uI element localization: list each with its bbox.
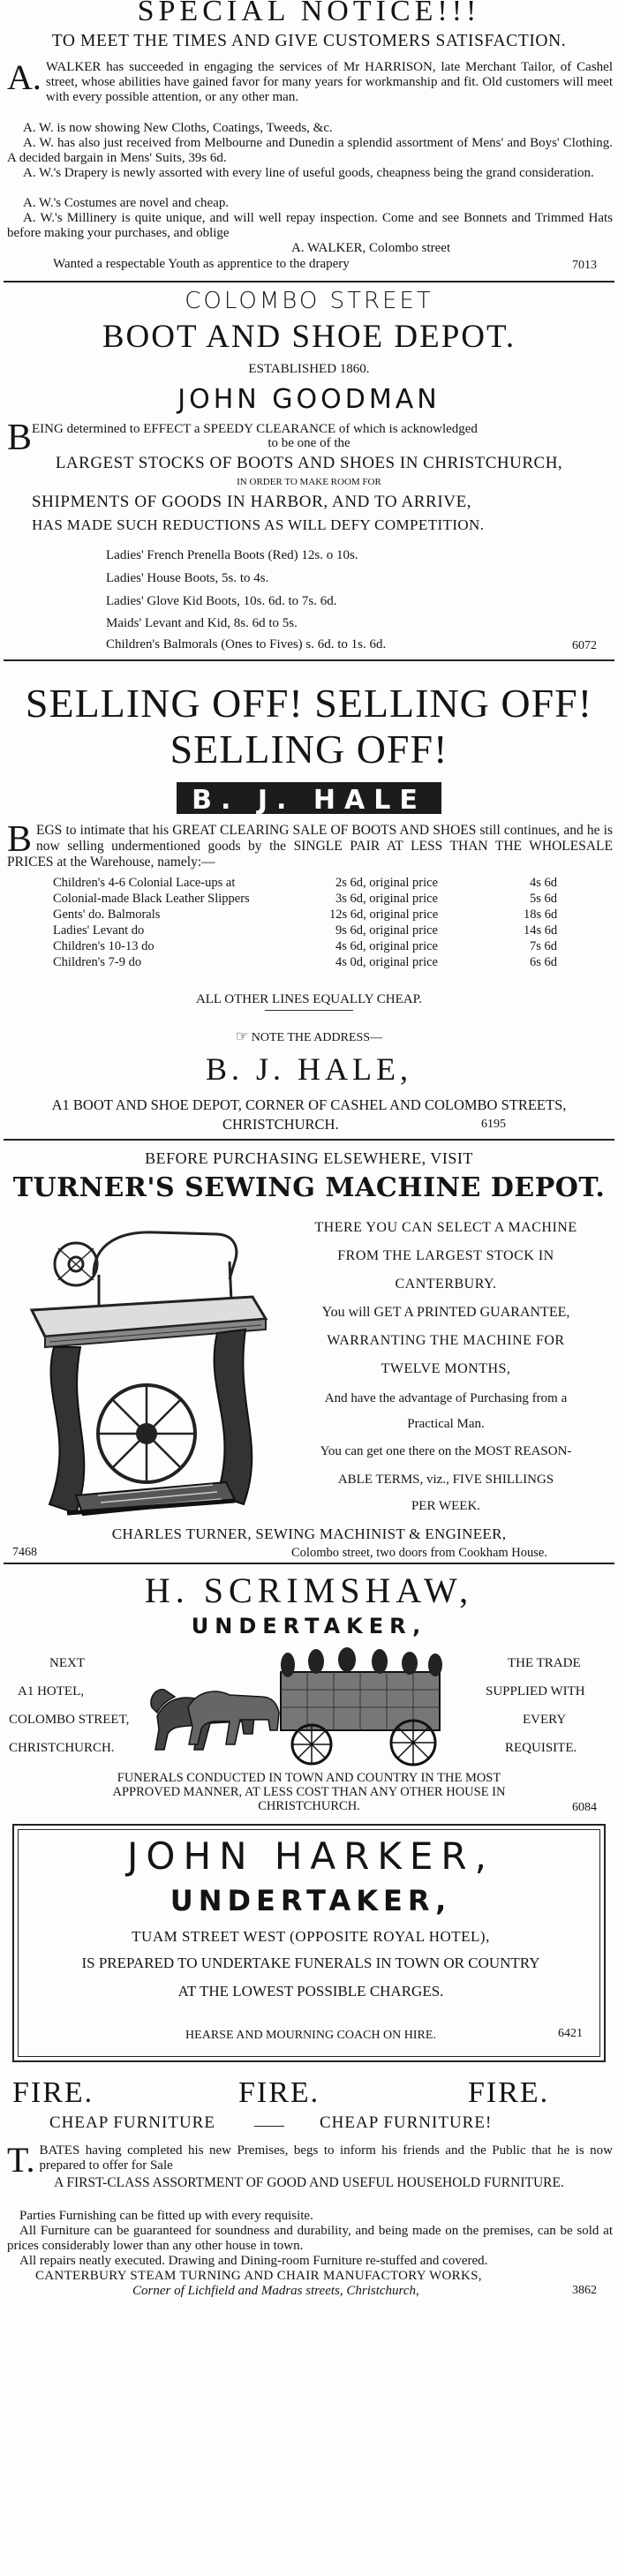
ad3-row4-price: 4s 6d, original price bbox=[335, 939, 438, 953]
ad5-name: H. SCRIMSHAW, bbox=[144, 1570, 474, 1610]
advert-hale bbox=[0, 664, 618, 1209]
ad3-row3-orig: 14s 6d bbox=[524, 923, 558, 938]
table-row bbox=[53, 876, 609, 892]
ad3-row5-item: Children's 7-9 do bbox=[53, 955, 142, 969]
ad2-intro2: to be one of the bbox=[268, 436, 350, 450]
ad3-row1-item: Colonial-made Black Leather Slippers bbox=[53, 892, 250, 906]
ad3-name: B. J. HALE, bbox=[206, 1051, 412, 1087]
ad4-footer: CHARLES TURNER, SEWING MACHINIST & ENGINEER, bbox=[111, 1525, 507, 1542]
ad4-before: BEFORE PURCHASING ELSEWHERE, VISIT bbox=[145, 1149, 473, 1167]
ad2-street: COLOMBO STREET bbox=[185, 288, 433, 314]
ad3-note bbox=[0, 1028, 618, 1045]
ad1-line3: A. W. has also just received from Melbourne and Dunedin a splendid assortment of Mens' and Boys' Clothing. A decided bargain in Mens' Suits, 39s 6d. bbox=[7, 136, 613, 165]
ad3-headline2: SELLING OFF! bbox=[170, 727, 448, 772]
ad6-charges: AT THE LOWEST POSSIBLE CHARGES. bbox=[177, 1983, 444, 2000]
ad4-line-2: CANTERBURY. bbox=[395, 1277, 497, 1292]
ad3-row0-item: Children's 4-6 Colonial Lace-ups at bbox=[53, 876, 236, 890]
ad3-row3-item: Ladies' Levant do bbox=[53, 923, 145, 938]
ad3-row1-price: 3s 6d, original price bbox=[335, 892, 438, 906]
divider bbox=[4, 281, 614, 282]
ad5-number: 6084 bbox=[572, 1801, 597, 1814]
ad5-left-1: A1 HOTEL, bbox=[18, 1684, 84, 1699]
ad3-banner bbox=[177, 782, 441, 814]
ad6-name: JOHN HARKER, bbox=[127, 1834, 494, 1878]
ad6-number: 6421 bbox=[558, 2027, 583, 2040]
pointing-hand-icon: ☞ bbox=[235, 1029, 249, 1044]
ad5-left-0: NEXT bbox=[49, 1656, 85, 1670]
ad4-line-1: FROM THE LARGEST STOCK IN bbox=[337, 1248, 554, 1263]
ad3-row2-orig: 18s 6d bbox=[524, 908, 558, 922]
ad3-separator bbox=[265, 1010, 353, 1011]
ad5-funerals1: FUNERALS CONDUCTED IN TOWN AND COUNTRY IN THE MOST bbox=[117, 1771, 501, 1785]
ad5-left-2: COLOMBO STREET, bbox=[9, 1713, 130, 1727]
ad6-prepared: IS PREPARED TO UNDERTAKE FUNERALS IN TOWN OR COUNTRY bbox=[81, 1955, 540, 1971]
table-row bbox=[53, 908, 609, 923]
divider bbox=[4, 1563, 614, 1564]
advert-walker bbox=[0, 0, 618, 281]
ad7-body1-block bbox=[7, 2140, 613, 2180]
ad2-item-3: Maids' Levant and Kid, 8s. 6d to 5s. bbox=[106, 616, 298, 630]
table-row bbox=[53, 923, 609, 939]
ad5-right-1: SUPPLIED WITH bbox=[486, 1684, 585, 1699]
ad7-cheap2: CHEAP FURNITURE! bbox=[320, 2113, 493, 2132]
ad1-line5: A. W.'s Costumes are novel and cheap. bbox=[23, 196, 230, 210]
ad4-line-9: ABLE TERMS, viz., FIVE SHILLINGS bbox=[337, 1473, 554, 1487]
ad3-headline1: SELLING OFF! SELLING OFF! bbox=[25, 681, 593, 726]
ad1-headline: SPECIAL NOTICE!!! bbox=[137, 0, 481, 27]
ad7-number: 3862 bbox=[572, 2284, 597, 2297]
ad2-reductions: HAS MADE SUCH REDUCTIONS AS WILL DEFY COMPETITION. bbox=[32, 516, 485, 533]
ad1-body bbox=[7, 57, 613, 105]
ad4-address: Colombo street, two doors from Cookham House. bbox=[291, 1546, 547, 1560]
ad6-address: TUAM STREET WEST (OPPOSITE ROYAL HOTEL), bbox=[132, 1928, 490, 1945]
ad4-title: TURNER'S SEWING MACHINE DEPOT. bbox=[12, 1172, 606, 1203]
ad1-line4: A. W.'s Drapery is newly assorted with every line of useful goods, cheapness being the grand consideration. bbox=[23, 166, 594, 180]
ad7-dropcap: T. bbox=[7, 2140, 35, 2180]
ad7-body4: All Furniture can be guaranteed for soundness and durability, and being made on the premises, can be sold at prices considerably lower than any other house in town. bbox=[7, 2224, 613, 2253]
divider bbox=[4, 1139, 614, 1141]
ad3-row0-price: 2s 6d, original price bbox=[335, 876, 438, 890]
ad4-line-10: PER WEEK. bbox=[411, 1499, 481, 1513]
ad2-shipments: SHIPMENTS OF GOODS IN HARBOR, AND TO ARRIVE, bbox=[32, 493, 472, 511]
ad3-row4-item: Children's 10-13 do bbox=[53, 939, 154, 953]
ad4-line-5: TWELVE MONTHS, bbox=[381, 1361, 511, 1376]
ad4-line-6: And have the advantage of Purchasing from a bbox=[324, 1391, 568, 1405]
table-row bbox=[53, 955, 609, 971]
ad2-intro1: EING determined to EFFECT a SPEEDY CLEARANCE of which is acknowledged bbox=[32, 422, 478, 436]
ad2-item-0: Ladies' French Prenella Boots (Red) 12s. o 10s. bbox=[106, 548, 358, 562]
ad5-right-2: EVERY bbox=[523, 1713, 567, 1727]
ad2-order: IN ORDER TO MAKE ROOM FOR bbox=[237, 477, 381, 487]
advert-scrimshaw bbox=[0, 1566, 618, 1820]
divider bbox=[4, 659, 614, 661]
ad3-note-text: NOTE THE ADDRESS— bbox=[251, 1031, 383, 1044]
ad7-works: CANTERBURY STEAM TURNING AND CHAIR MANUFACTORY WORKS, bbox=[35, 2269, 482, 2283]
ad3-row1-orig: 5s 6d bbox=[530, 892, 558, 906]
ad1-number: 7013 bbox=[572, 259, 597, 272]
ad3-row0-orig: 4s 6d bbox=[530, 876, 558, 890]
ad7-fire-2: FIRE. bbox=[468, 2076, 550, 2109]
advert-turner bbox=[0, 1144, 618, 1594]
ad4-line-7: Practical Man. bbox=[407, 1417, 485, 1431]
ad6-title: UNDERTAKER, bbox=[170, 1884, 452, 1917]
ad7-cheap1: CHEAP FURNITURE bbox=[49, 2113, 215, 2132]
ad7-body2: A FIRST-CLASS ASSORTMENT OF GOOD AND USEFUL HOUSEHOLD FURNITURE. bbox=[54, 2175, 564, 2190]
ad3-intro-block bbox=[7, 819, 613, 870]
ad5-funerals3: CHRISTCHURCH. bbox=[258, 1799, 360, 1813]
ad5-title: UNDERTAKER, bbox=[191, 1614, 427, 1638]
ad3-row2-item: Gents' do. Balmorals bbox=[53, 908, 161, 922]
ad1-signature: A. WALKER, Colombo street bbox=[291, 241, 451, 255]
ad2-item-4: Children's Balmorals (Ones to Fives) s. 6d. to 1s. 6d. bbox=[106, 637, 387, 652]
ad2-title: BOOT AND SHOE DEPOT. bbox=[102, 319, 516, 355]
ad3-row4-orig: 7s 6d bbox=[530, 939, 558, 953]
ad4-line-4: WARRANTING THE MACHINE FOR bbox=[327, 1333, 565, 1348]
ad2-number: 6072 bbox=[572, 639, 597, 652]
ad2-dropcap: B bbox=[7, 418, 33, 458]
ad3-address2: CHRISTCHURCH. bbox=[222, 1116, 339, 1133]
ad2-established: ESTABLISHED 1860. bbox=[248, 362, 370, 376]
ad3-row2-price: 12s 6d, original price bbox=[329, 908, 439, 922]
ad6-hearse: HEARSE AND MOURNING COACH ON HIRE. bbox=[185, 2029, 436, 2042]
ad4-line-8: You can get one there on the MOST REASON- bbox=[320, 1444, 572, 1458]
ad7-body5: All repairs neatly executed. Drawing and Dining-room Furniture re-stuffed and covered. bbox=[19, 2254, 488, 2268]
ad7-dash bbox=[254, 2126, 284, 2127]
ad3-intro: EGS to intimate that his GREAT CLEARING SALE OF BOOTS AND SHOES still continues, and he is now selling undermentioned goods by the SINGLE PAIR AT LESS THAN THE WHOLESALE PRICES at the Warehouse, namely:— bbox=[7, 823, 613, 870]
ad2-item-1: Ladies' House Boots, 5s. to 4s. bbox=[106, 571, 269, 585]
ad3-row5-price: 4s 0d, original price bbox=[335, 955, 438, 969]
ad2-item-2: Ladies' Glove Kid Boots, 10s. 6d. to 7s. 6d. bbox=[106, 594, 337, 608]
ad3-other: ALL OTHER LINES EQUALLY CHEAP. bbox=[195, 992, 423, 1006]
ad3-banner-text: B. J. HALE bbox=[192, 785, 426, 816]
ad7-body1: BATES having completed his new Premises, begs to inform his friends and the Public that he is now prepared to offer for Sale bbox=[39, 2143, 613, 2173]
ad4-number: 7468 bbox=[12, 1546, 37, 1559]
ad7-fire-1: FIRE. bbox=[238, 2076, 320, 2109]
ad5-left-3: CHRISTCHURCH. bbox=[9, 1741, 115, 1755]
ad5-funerals2: APPROVED MANNER, AT LESS COST THAN ANY OTHER HOUSE IN bbox=[112, 1785, 506, 1799]
advert-bates bbox=[0, 2071, 618, 2576]
ad2-name: JOHN GOODMAN bbox=[177, 384, 441, 415]
ad5-right-0: THE TRADE bbox=[508, 1656, 581, 1670]
advert-goodman-cont bbox=[0, 484, 618, 689]
ad3-number: 6195 bbox=[481, 1118, 506, 1131]
ad3-dropcap: B bbox=[7, 819, 33, 860]
ad5-right-3: REQUISITE. bbox=[505, 1741, 577, 1755]
ad1-dropcap: A. bbox=[7, 57, 41, 97]
ad4-line-0: THERE YOU CAN SELECT A MACHINE bbox=[314, 1220, 577, 1235]
ad7-body3: Parties Furnishing can be fitted up with every requisite. bbox=[19, 2209, 313, 2223]
ad1-wanted: Wanted a respectable Youth as apprentice to the drapery bbox=[53, 257, 350, 271]
ad1-line2: A. W. is now showing New Cloths, Coatings, Tweeds, &c. bbox=[23, 121, 333, 135]
ad2-largest: LARGEST STOCKS OF BOOTS AND SHOES IN CHRISTCHURCH, bbox=[55, 454, 563, 472]
advert-harker bbox=[12, 1824, 606, 2062]
ad3-row3-price: 9s 6d, original price bbox=[335, 923, 438, 938]
ad7-fire-0: FIRE. bbox=[12, 2076, 94, 2109]
ad7-corner: Corner of Lichfield and Madras streets, Christchurch, bbox=[132, 2284, 419, 2298]
hearse-illustration bbox=[148, 1646, 466, 1769]
ad3-row5-orig: 6s 6d bbox=[530, 955, 558, 969]
ad1-subhead: TO MEET THE TIMES AND GIVE CUSTOMERS SATISFACTION. bbox=[51, 32, 567, 50]
ad1-line6: A. W.'s Millinery is quite unique, and will well repay inspection. Come and see Bonnets and Trimmed Hats before making your purchases, and oblige bbox=[7, 211, 613, 240]
sewing-machine-illustration bbox=[14, 1213, 270, 1540]
table-row bbox=[53, 892, 609, 908]
ad3-address1: A1 BOOT AND SHOE DEPOT, CORNER OF CASHEL AND COLOMBO STREETS, bbox=[51, 1096, 567, 1113]
ad1-body1: WALKER has succeeded in engaging the services of Mr HARRISON, late Merchant Tailor, of Cashel street, whose abilities have gained favor for many years for workmanship and fit. Old customers will meet with every possible attention, or any other man. bbox=[45, 60, 613, 104]
advert-goodman bbox=[0, 284, 618, 512]
table-row bbox=[53, 939, 609, 955]
ad4-line-3: You will GET A PRINTED GUARANTEE, bbox=[321, 1305, 570, 1320]
